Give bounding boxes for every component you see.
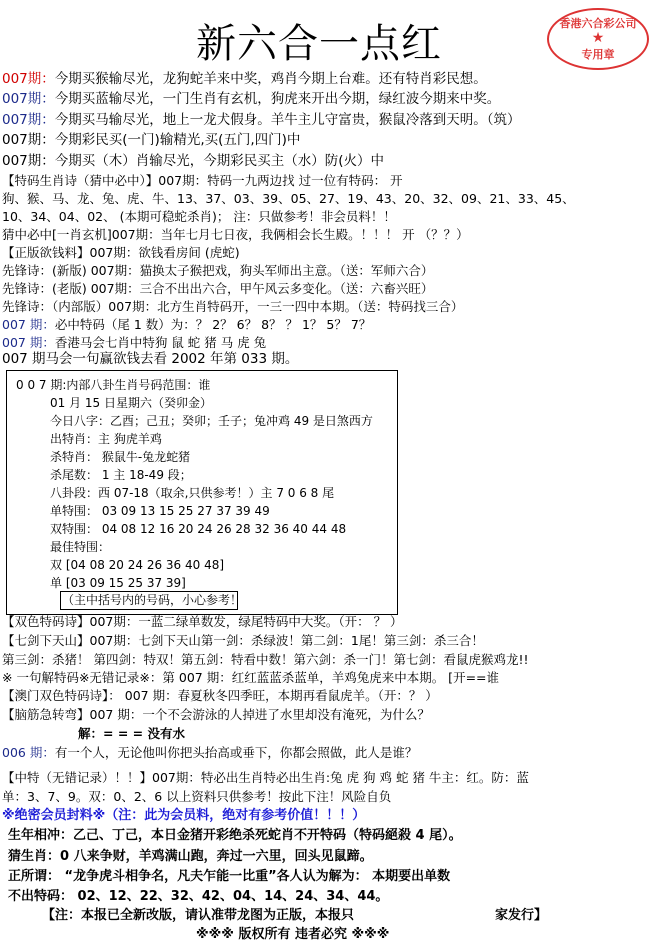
box-line-4: 出特肖：主 狗虎羊鸡 bbox=[50, 432, 162, 446]
footer-line-5: 不出特码： 02、12、22、32、42、04、14、24、34、44。 bbox=[8, 889, 389, 904]
line2-6: 【脑筋急转弯】007 期：一个不会游泳的人掉进了水里却没有淹死，为什么？ bbox=[2, 707, 430, 722]
box-line-11: 双 [04 08 20 24 26 36 40 48] bbox=[50, 558, 225, 572]
seal-top-text: 香港六合彩公司 bbox=[559, 17, 637, 30]
line-12: 先锋诗：(老版) 007期：三合不出出六合，甲午风云多变化。（送：六畜兴旺） bbox=[2, 281, 434, 296]
line2-8: 006 期：有一个人，无论他叫你把头抬高或垂下，你都会照做，此人是谁？ bbox=[2, 745, 418, 760]
footer-line-2: 生年相冲：乙己、丁己，本日金猪开彩绝杀死蛇肖不开特码（特码絕殺 4 尾）。 bbox=[8, 828, 462, 843]
line-4: 007期：今期彩民买(一门)输精光,买(五门,四门)中 bbox=[2, 132, 301, 148]
line2-1: 【双色特码诗】007期：一蓝二绿单数发，绿尾特码中大奖。（开： ？ ） bbox=[2, 614, 403, 629]
line-14: 007 期：必中特码（尾 1 数）为：？ 2？ 6？ 8？ ？ 1？ 5？ 7？ bbox=[2, 317, 372, 332]
footer-copyright: ※※※ 版权所有 违者必究 ※※※ bbox=[196, 927, 390, 942]
line-2: 007期：今期买蓝输尽光，一门生肖有玄机，狗虎来开出今期，绿红波今期来中奖。 bbox=[2, 91, 501, 107]
box-line-1: 0 0 7 期:内部八卦生肖号码范围：谁 bbox=[16, 378, 211, 392]
line2-2: 【七剑下天山】007期：七剑下天山第一剑：杀绿波！第二剑：1尾！第三剑：杀三合！ bbox=[2, 633, 484, 648]
line2-4: ※ 一句解特码※无错记录※：第 007 期：红红蓝蓝杀蓝单，羊鸡兔虎来中本期。 [开==谁 bbox=[2, 670, 500, 685]
line-16: 007 期马会一句赢欲钱去看 2002 年第 033 期。 bbox=[2, 351, 299, 367]
footer-line-4: 正所谓： “龙争虎斗相争名，凡夫乍能一比重”各人认为解为： 本期要出单数 bbox=[8, 869, 451, 884]
box-line-12: 单 [03 09 15 25 37 39] bbox=[50, 576, 186, 590]
line2-7: 解：= = = 没有水 bbox=[78, 726, 185, 741]
line-1: 007期：今期买猴输尽光，龙狗蛇羊来中奖，鸡肖今期上台难。还有特肖彩民想。 bbox=[2, 71, 487, 87]
line-10: 【正版欲钱料】007期：欲钱看房间 (虎蛇) bbox=[2, 245, 240, 260]
line-5: 007期：今期买（木）肖输尽光，今期彩民买主（水）防(火）中 bbox=[2, 153, 385, 169]
box-line-7: 八卦段：西 07-18（取余,只供参考！）主 7 0 6 8 尾 bbox=[50, 486, 335, 500]
seal-bottom-text: 专用章 bbox=[581, 48, 615, 61]
line-11: 先锋诗：(新版) 007期：猫换太子猴把戏，狗头军师出主意。（送：军师六合） bbox=[2, 263, 434, 278]
box-line-2: 01 月 15 日星期六（癸卯金） bbox=[50, 396, 212, 410]
footer-line-1: ※绝密会员封料※（注：此为会员料，绝对有参考价值！！！） bbox=[2, 808, 366, 823]
box-line-3: 今日八字：乙酉；己丑；癸卯；壬子；兔冲鸡 49 是日煞西方 bbox=[50, 414, 373, 428]
line2-9: 【中特（无错记录）！！】007期：特必出生肖特必出生肖:兔 虎 狗 鸡 蛇 猪 牛主：红。防：蓝 bbox=[2, 770, 529, 785]
box-line-13: （主中括号内的号码，小心参考！ bbox=[62, 593, 243, 607]
line-15: 007 期：香港马会七肖中特狗 鼠 蛇 猪 马 虎 兔 bbox=[2, 335, 267, 350]
line-8: 10、34、04、02、 (本期可稳蛇杀肖)； 注：只做参考！非会员料！！ bbox=[2, 209, 396, 224]
box-line-6: 杀尾数： 1 主 18-49 段； bbox=[50, 468, 192, 482]
line2-3: 第三剑：杀猪！ 第四剑：特双！第五剑：特看中数！第六剑：杀一门！第七剑：看鼠虎猴鸡龙!! bbox=[2, 652, 529, 667]
footer-line-6b: 家发行】 bbox=[495, 908, 548, 923]
line2-5: 【澳门双色特码诗】： 007 期：春夏秋冬四季旺，本期再看鼠虎羊。（开：？ ） bbox=[2, 688, 438, 703]
footer-line-3: 猜生肖：0 八来争财，羊鸡满山跑，奔过一六里，回头见鼠蹄。 bbox=[8, 849, 373, 864]
line-7: 狗、猴、马、龙、兔、虎、牛、13、37、03、39、05、27、19、43、20、32、09、21、33、45、 bbox=[2, 191, 575, 206]
box-line-10: 最佳特围： bbox=[50, 540, 111, 554]
line-9: 猜中必中[一肖玄机]007期：当年七月七日夜，我俩相会长生殿。！！！ 开 （？？） bbox=[2, 227, 469, 242]
box-line-9: 双特围： 04 08 12 16 20 24 26 28 32 36 40 44 48 bbox=[50, 522, 347, 536]
line-6: 【特码生肖诗（猜中必中）】007期：特码一九两边找 过一位有特码： 开 bbox=[2, 173, 403, 188]
box-line-5: 杀特肖： 猴鼠牛-兔龙蛇猪 bbox=[50, 450, 191, 464]
box-line-8: 单特围： 03 09 13 15 25 27 37 39 49 bbox=[50, 504, 270, 518]
seal-star-icon: ★ bbox=[591, 30, 605, 46]
line2-10: 单：3、7、9。双：0、2、6 以上资料只供参考！按此下注！风险自负 bbox=[2, 789, 392, 804]
footer-line-6: 【注：本报已全新改版，请认准带龙图为正版，本报只 bbox=[42, 908, 355, 923]
line-13: 先锋诗：（内部版）007期：北方生肖特码开，一三一四中本期。（送：特码找三合） bbox=[2, 299, 464, 314]
line-3: 007期：今期买马输尽光，地上一龙犬假身。羊牛主儿守富贵，猴鼠冷落到天明。（筑） bbox=[2, 112, 521, 128]
page-title: 新六合一点红 bbox=[196, 21, 442, 67]
company-seal bbox=[547, 8, 649, 70]
